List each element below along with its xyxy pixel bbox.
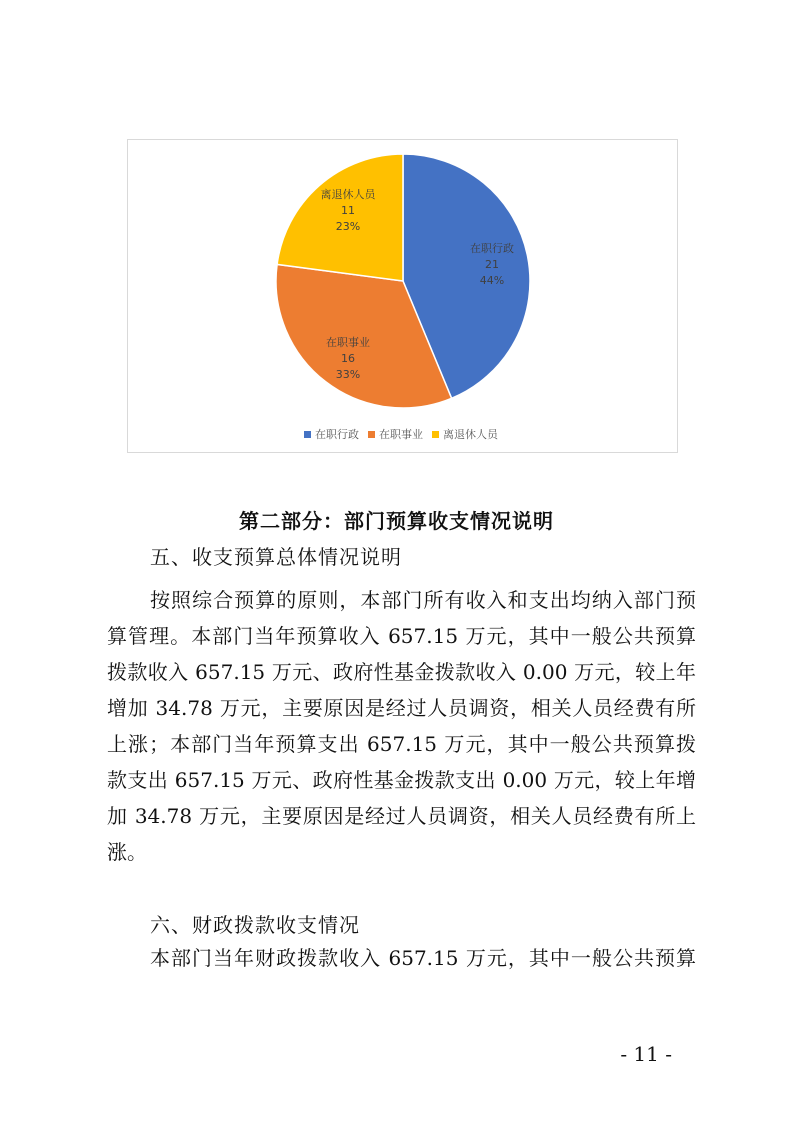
chart-legend (304, 427, 499, 441)
slice-label-name-0: 在职行政 (470, 242, 514, 255)
legend-swatch-2 (432, 431, 439, 438)
staff-composition-pie-chart (128, 140, 679, 454)
pie-chart-frame (127, 139, 678, 453)
legend-label-2: 离退休人员 (443, 428, 498, 441)
paragraph-line: 增加 34.78 万元，主要原因是经过人员调资，相关人员经费有所 (107, 696, 696, 720)
paragraph-line: 拨款收入 657.15 万元、政府性基金拨款收入 0.00 万元，较上年 (107, 660, 696, 684)
paragraph-line: 按照综合预算的原则，本部门所有收入和支出均纳入部门预 (150, 588, 696, 612)
paragraph-line: 涨。 (107, 840, 147, 864)
page-number: - 11 - (620, 1042, 672, 1066)
slice-label-percent-1: 33% (335, 368, 361, 381)
legend-label-0: 在职行政 (315, 428, 359, 441)
paragraph-line: 加 34.78 万元，主要原因是经过人员调资，相关人员经费有所上 (107, 804, 696, 828)
slice-label-value-0: 21 (485, 258, 499, 271)
slice-label-percent-2: 23% (335, 220, 361, 233)
slice-label-percent-0: 44% (479, 274, 505, 287)
slice-label-value-2: 11 (341, 204, 355, 217)
slice-label-value-1: 16 (341, 352, 355, 365)
paragraph-line: 算管理。本部门当年预算收入 657.15 万元，其中一般公共预算 (107, 624, 696, 648)
legend-swatch-0 (304, 431, 311, 438)
pie-slice-2 (277, 154, 403, 281)
heading-fiscal-appropriation: 六、财政拨款收支情况 (150, 913, 360, 937)
heading-budget-overview: 五、收支预算总体情况说明 (150, 545, 402, 569)
slice-label-name-2: 离退休人员 (320, 188, 376, 201)
legend-label-1: 在职事业 (379, 428, 423, 441)
paragraph-line: 本部门当年财政拨款收入 657.15 万元，其中一般公共预算 (150, 946, 696, 970)
paragraph-line: 款支出 657.15 万元、政府性基金拨款支出 0.00 万元，较上年增 (107, 768, 696, 792)
paragraph-line: 上涨；本部门当年预算支出 657.15 万元，其中一般公共预算拨 (107, 732, 696, 756)
section-title: 第二部分：部门预算收支情况说明 (239, 509, 554, 533)
slice-label-name-1: 在职事业 (326, 336, 370, 349)
legend-swatch-1 (368, 431, 375, 438)
